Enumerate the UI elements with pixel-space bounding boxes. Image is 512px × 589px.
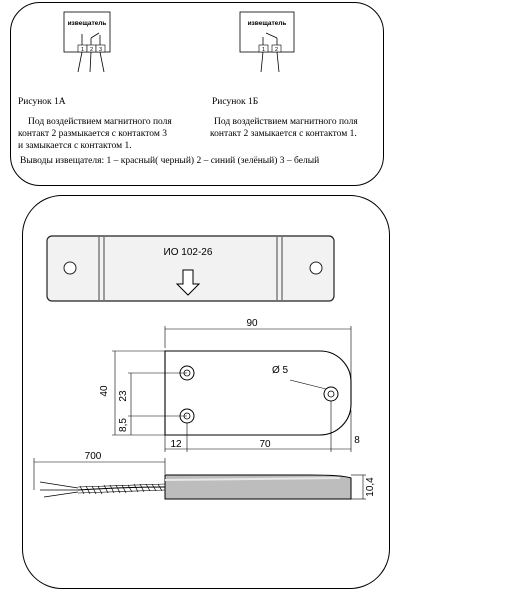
fig-b-caption: Рисунок 1Б [212,97,259,107]
fig-b-pin-1: 1 [261,47,266,53]
fig-b-pin-2: 2 [274,47,279,53]
fig-b-lead-2 [277,52,279,72]
fig-b-schematic [240,12,294,72]
fig-b-desc-line-2: контакт 2 замыкается с контактом 1. [210,129,357,139]
outputs-legend: Выводы извещателя: 1 – красный( черный) 2 – синий (зелёный) 3 – белый [20,156,320,166]
fig-a-desc-line-1: Под воздействием магнитного поля [28,117,172,127]
fig-a-desc-line-3: и замыкается с контактом 1. [18,141,132,151]
fig-a-lead-1 [78,52,82,72]
cable-edges [78,484,165,493]
wire-end-3 [44,492,78,497]
fig-b-lead-1 [261,52,263,72]
fig-a-desc-line-2: контакт 2 размыкается с контактом 3 [18,129,167,139]
dim-40-label: 40 [99,385,110,397]
hole-diameter-label: Ø 5 [272,365,289,376]
fig-b-desc-line-1: Под воздействием магнитного поля [214,117,358,127]
fig-b-box-label: извещатель [247,20,287,27]
fig-a-schematic [64,12,110,72]
dim-90-label: 90 [246,318,258,329]
fig-b-switch-blade [266,33,277,38]
fig-a-pin-3: 3 [98,47,103,53]
fig-a-pin-1: 1 [80,47,85,53]
hole-right-inner [328,391,334,397]
device-outline [165,351,351,435]
mount-hole-left [64,262,76,274]
cable [78,487,165,490]
fig-a-switch-blade [91,33,99,38]
mount-hole-right [310,262,322,274]
fig-a-caption: Рисунок 1А [18,97,66,107]
device-top-view [99,318,360,452]
device-label: ИО 102-26 [163,247,213,258]
fig-a-pin-2: 2 [89,47,94,53]
dim-23-label: 23 [118,390,129,402]
device-front-view [47,236,334,301]
wire-end-1 [40,482,78,488]
fig-a-lead-2 [90,52,91,72]
fig-a-box-label: извещатель [67,20,107,27]
dim-12-label: 12 [170,439,182,450]
dim-10-4-label: 10,4 [365,477,376,497]
dim-8-5-label: 8,5 [118,418,129,432]
fig-a-lead-3 [100,52,104,72]
dim-700-label: 700 [84,451,102,462]
dim-8-label: 8 [354,435,360,446]
device-side-view [34,451,376,499]
dim-70-label: 70 [259,439,271,450]
